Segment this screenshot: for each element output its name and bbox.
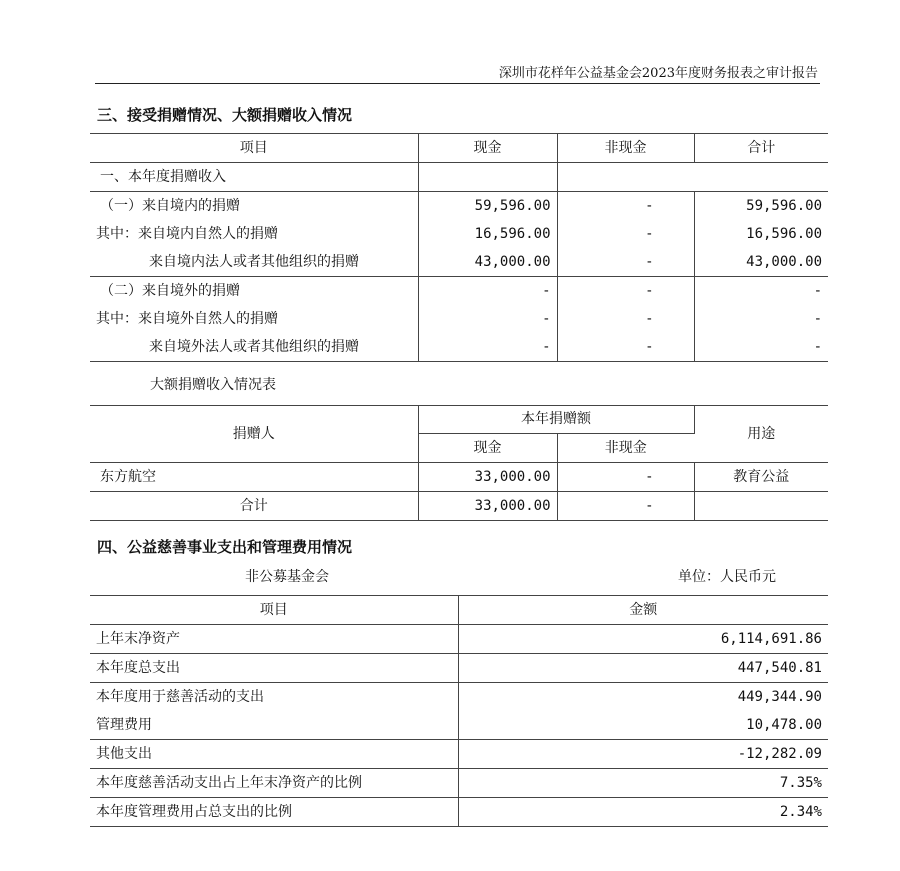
table-row — [90, 740, 828, 769]
cash-cell — [418, 163, 557, 192]
table-row — [90, 798, 828, 827]
cash-cell: 43,000.00 — [418, 248, 557, 277]
noncash-cell: - — [557, 463, 694, 492]
column-header-cash: 现金 — [418, 434, 557, 463]
organization-type: 非公募基金会 — [245, 569, 329, 585]
noncash-cell: - — [557, 220, 694, 248]
row-label: 一、本年度捐赠收入 — [90, 163, 418, 192]
column-header-amount: 本年捐赠额 — [418, 406, 694, 434]
total-cell: - — [813, 311, 822, 327]
donor-cell: 合计 — [90, 492, 418, 521]
row-label: 本年度总支出 — [90, 654, 458, 683]
amount-cell: 10,478.00 — [458, 711, 828, 740]
table-row — [90, 163, 828, 192]
table-row — [90, 333, 828, 362]
column-header-noncash: 非现金 — [557, 134, 694, 163]
column-header-item: 项目 — [90, 134, 418, 163]
large-donation-table — [90, 405, 828, 521]
cash-cell: - — [418, 305, 557, 333]
table-header-row — [90, 134, 828, 163]
total-cell: - — [694, 333, 828, 362]
cash-cell: 59,596.00 — [418, 192, 557, 221]
row-label: （二）来自境外的捐赠 — [90, 277, 418, 306]
total-cell: - — [813, 283, 822, 299]
table-row — [90, 248, 828, 277]
column-header-amount: 金额 — [458, 596, 828, 625]
table-row — [90, 711, 828, 740]
row-label: 管理费用 — [90, 711, 458, 740]
row-label: （一）来自境内的捐赠 — [90, 192, 418, 221]
total-cell: 59,596.00 — [746, 198, 822, 214]
cash-cell: - — [418, 333, 557, 362]
amount-cell: -12,282.09 — [458, 740, 828, 769]
table-header-row — [90, 596, 828, 625]
table-row — [90, 277, 828, 306]
noncash-cell — [557, 163, 694, 192]
noncash-cell: - — [557, 333, 694, 362]
table-row — [90, 769, 828, 798]
column-header-total: 合计 — [694, 134, 828, 163]
amount-cell: 2.34% — [458, 798, 828, 827]
amount-cell: 6,114,691.86 — [458, 625, 828, 654]
table-header-row — [90, 406, 828, 434]
column-header-donor: 捐赠人 — [90, 406, 418, 463]
table-row — [90, 683, 828, 712]
donor-cell: 东方航空 — [90, 463, 418, 492]
noncash-cell: - — [557, 492, 694, 521]
row-label: 本年度管理费用占总支出的比例 — [90, 798, 458, 827]
total-cell: 43,000.00 — [694, 248, 828, 277]
noncash-cell: - — [557, 305, 694, 333]
table-row — [90, 492, 828, 521]
amount-cell: 447,540.81 — [458, 654, 828, 683]
section-4-heading: 四、公益慈善事业支出和管理费用情况 — [97, 538, 353, 556]
column-header-noncash: 非现金 — [557, 434, 694, 463]
total-cell — [694, 163, 828, 192]
expenditure-table — [90, 595, 828, 827]
cash-cell: 16,596.00 — [418, 220, 557, 248]
total-cell: 16,596.00 — [746, 226, 822, 242]
large-donation-title: 大额捐赠收入情况表 — [150, 377, 276, 393]
table-row — [90, 625, 828, 654]
cash-cell: 33,000.00 — [418, 492, 557, 521]
row-label: 来自境外法人或者其他组织的捐赠 — [90, 333, 418, 362]
column-header-cash: 现金 — [418, 134, 557, 163]
table-row — [90, 305, 828, 333]
column-header-item: 项目 — [90, 596, 458, 625]
row-label: 其他支出 — [90, 740, 458, 769]
table-row — [90, 220, 828, 248]
cash-cell: 33,000.00 — [418, 463, 557, 492]
cash-cell: - — [418, 277, 557, 306]
table-row — [90, 192, 828, 221]
row-label: 其中：来自境内自然人的捐赠 — [90, 220, 418, 248]
amount-cell: 7.35% — [458, 769, 828, 798]
noncash-cell: - — [557, 277, 694, 306]
row-label: 本年度慈善活动支出占上年末净资产的比例 — [90, 769, 458, 798]
noncash-cell: - — [557, 192, 694, 221]
donation-income-table — [90, 133, 828, 362]
row-label: 其中：来自境外自然人的捐赠 — [90, 305, 418, 333]
table-row — [90, 463, 828, 492]
section-3-heading: 三、接受捐赠情况、大额捐赠收入情况 — [97, 106, 353, 124]
table-row — [90, 654, 828, 683]
report-header-title: 深圳市花样年公益基金会2023年度财务报表之审计报告 — [498, 66, 818, 81]
row-label: 本年度用于慈善活动的支出 — [90, 683, 458, 712]
row-label: 来自境内法人或者其他组织的捐赠 — [90, 248, 418, 277]
amount-cell: 449,344.90 — [737, 689, 822, 705]
header-divider — [95, 83, 820, 84]
row-label: 上年末净资产 — [90, 625, 458, 654]
noncash-cell: - — [557, 248, 694, 277]
currency-unit: 单位：人民币元 — [678, 569, 776, 585]
column-header-use: 用途 — [694, 406, 828, 463]
use-cell — [694, 492, 828, 521]
use-cell: 教育公益 — [694, 463, 828, 492]
